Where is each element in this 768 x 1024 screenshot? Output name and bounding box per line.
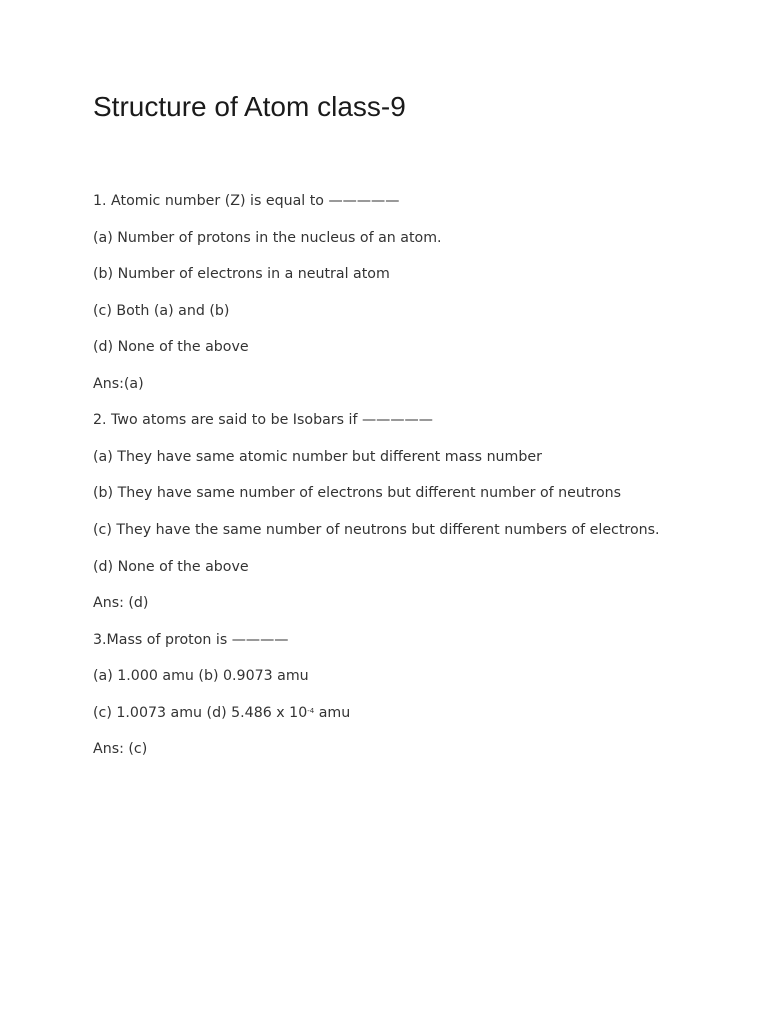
question-2-option-d: (d) None of the above (93, 558, 249, 575)
question-3-answer: Ans: (c) (93, 741, 148, 757)
document-content (93, 190, 683, 775)
question-1-text: 1. Atomic number (Z) is equal to ————— (93, 193, 400, 209)
question-3-options-line-2-prefix: (c) 1.0073 amu (d) 5.486 x 10 (93, 704, 308, 721)
question-1-option-d: (d) None of the above (93, 339, 249, 355)
exponent-superscript: -4 (307, 706, 315, 715)
question-2-text: 2. Two atoms are said to be Isobars if ————— (93, 412, 433, 428)
question-3-options-line-2 (93, 702, 683, 724)
question-1-answer: Ans:(a) (93, 375, 144, 392)
question-2-option-b: (b) They have same number of electrons but different number of neutrons (93, 485, 622, 501)
question-3-text: 3.Mass of proton is ———— (93, 631, 289, 648)
document-title: Structure of Atom class-9 (93, 91, 406, 122)
question-3-options-line-1: (a) 1.000 amu (b) 0.9073 amu (93, 668, 309, 684)
question-1-option-c: (c) Both (a) and (b) (93, 302, 230, 319)
question-1-option-b: (b) Number of electrons in a neutral atom (93, 266, 390, 282)
question-2-answer: Ans: (d) (93, 595, 149, 611)
question-2-option-c: (c) They have the same number of neutrons but different numbers of electrons. (93, 521, 660, 538)
question-3-options-line-2-suffix: amu (314, 704, 351, 721)
question-1-option-a: (a) Number of protons in the nucleus of an atom. (93, 229, 442, 246)
question-2-option-a: (a) They have same atomic number but different mass number (93, 448, 542, 465)
